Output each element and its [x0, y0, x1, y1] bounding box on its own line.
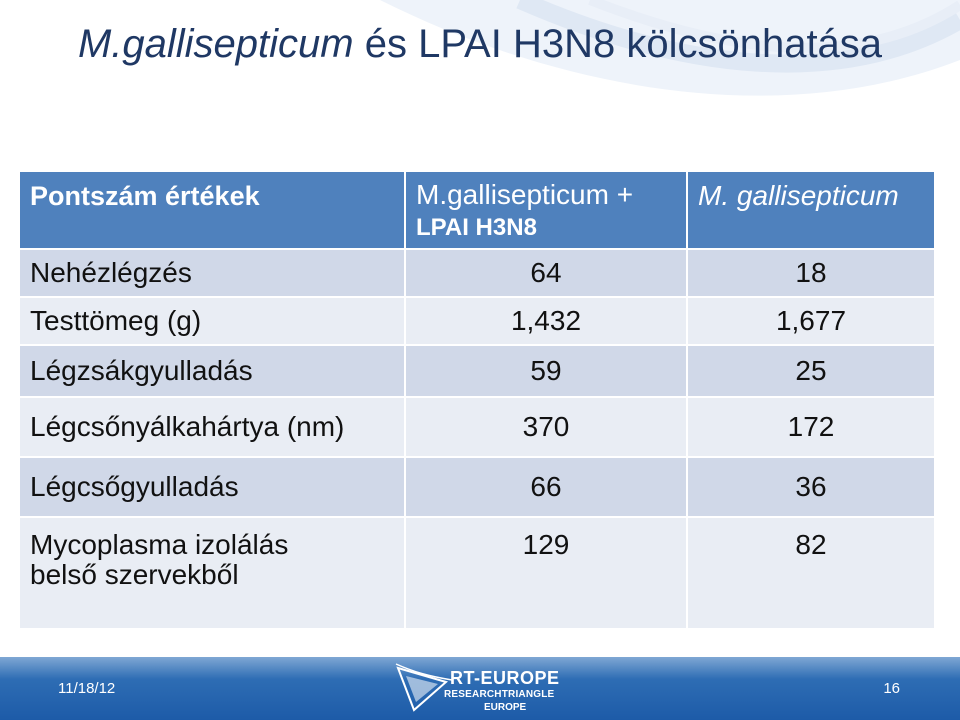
header-col2-line1: M.gallisepticum +: [416, 179, 634, 210]
table-row: [19, 297, 935, 345]
logo-text-europe: EUROPE: [484, 702, 527, 713]
row-label-line2: belső szervekből: [30, 559, 239, 590]
row-label: Testtömeg (g): [19, 297, 405, 345]
table-row: [19, 457, 935, 517]
row-value-mg-lpai: 59: [405, 345, 687, 397]
row-value-mg: 25: [687, 345, 935, 397]
row-value-mg: 82: [687, 517, 935, 629]
footer-date: 11/18/12: [58, 680, 116, 697]
slide-title-italic: M.gallisepticum: [77, 22, 354, 66]
row-value-mg-lpai: 129: [405, 517, 687, 629]
row-value-mg-lpai: 370: [405, 397, 687, 457]
slide-number: 16: [883, 680, 900, 697]
table-header-row: [19, 171, 935, 249]
row-label: [19, 517, 405, 629]
header-mg-only: [687, 171, 935, 249]
score-table: [18, 170, 936, 630]
table-row: [19, 517, 935, 629]
row-label: Légcsőgyulladás: [19, 457, 405, 517]
table-row: [19, 397, 935, 457]
table-row: [19, 345, 935, 397]
row-value-mg: 172: [687, 397, 935, 457]
logo-text-rt-europe: RT-EUROPE: [450, 668, 560, 688]
row-value-mg: 1,677: [687, 297, 935, 345]
header-col2-line2: LPAI H3N8: [416, 214, 537, 241]
header-col1-label: Pontszám értékek: [30, 181, 260, 211]
rt-europe-logo: [394, 662, 574, 716]
row-value-mg: 36: [687, 457, 935, 517]
logo-text-research-triangle: RESEARCHTRIANGLE: [444, 689, 555, 700]
row-label: Légzsákgyulladás: [19, 345, 405, 397]
header-col3-label: M. gallisepticum: [698, 180, 899, 211]
row-label-line1: Mycoplasma izolálás: [30, 529, 289, 560]
row-value-mg: 18: [687, 249, 935, 297]
row-value-mg-lpai: 66: [405, 457, 687, 517]
slide-title-rest: és LPAI H3N8 kölcsönhatása: [353, 22, 883, 66]
slide-title: [0, 22, 960, 66]
row-label: Nehézlégzés: [19, 249, 405, 297]
row-value-mg-lpai: 1,432: [405, 297, 687, 345]
header-mg-plus-lpai: [405, 171, 687, 249]
row-value-mg-lpai: 64: [405, 249, 687, 297]
header-score-values: [19, 171, 405, 249]
table-row: [19, 249, 935, 297]
row-label: Légcsőnyálkahártya (nm): [19, 397, 405, 457]
